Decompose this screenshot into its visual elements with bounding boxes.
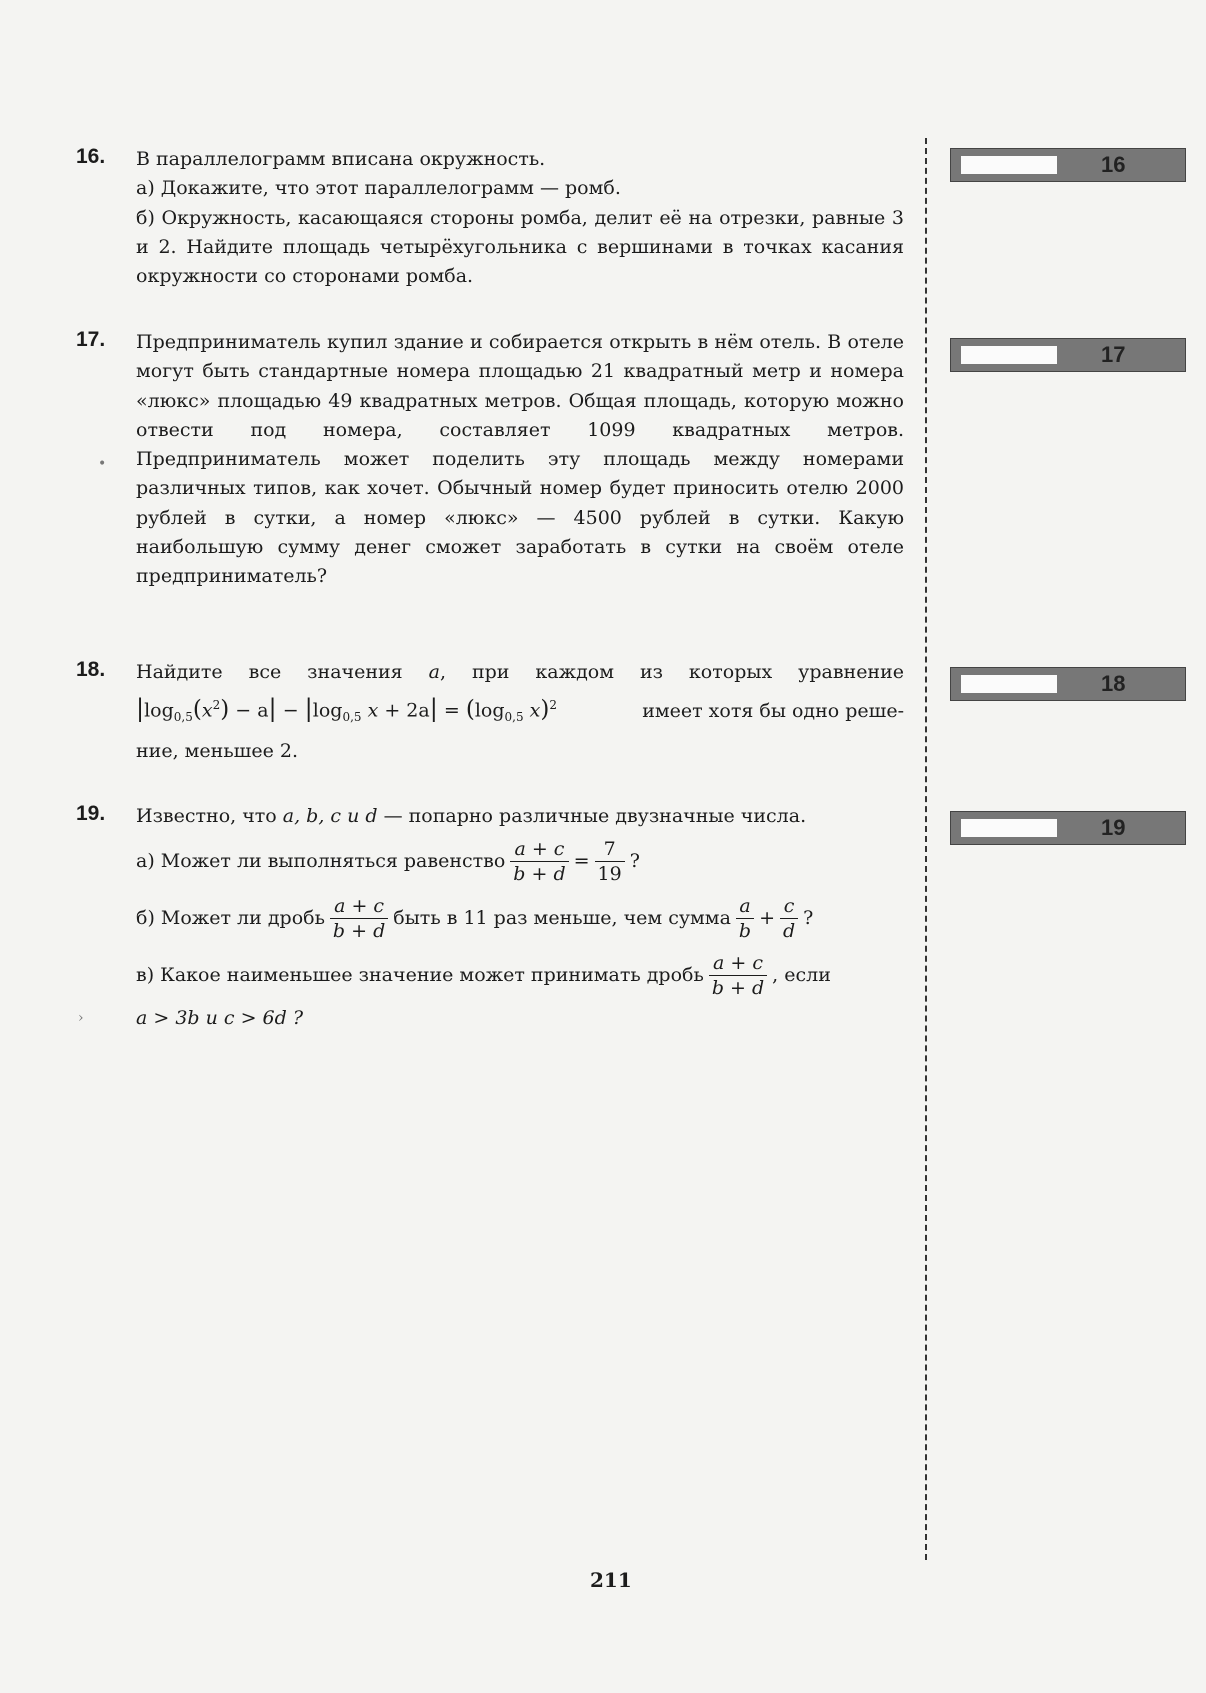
part-b: б) Может ли дробь $\frac{a + c}{b + d}$ быть в 11 раз меньше, чем сумма $\frac{a}{b}$ + $\frac{c}{d}$ ? bbox=[136, 895, 814, 943]
answer-box-label: 17 bbox=[1101, 342, 1126, 367]
problem-18 bbox=[76, 658, 906, 766]
fraction-c-d: $\frac{c}{d}$ bbox=[780, 894, 798, 943]
problem-statement: В параллелограмм вписана окружность. bbox=[136, 148, 546, 170]
answer-box-label: 16 bbox=[1101, 152, 1126, 177]
scan-speck: › bbox=[78, 1010, 84, 1026]
answer-box-16 bbox=[950, 148, 1186, 182]
problem-text bbox=[136, 802, 904, 1034]
problem-number: 16. bbox=[76, 145, 106, 168]
intro-text: Найдите все значения bbox=[136, 661, 403, 683]
part-c-condition: a > 3b и c > 6d ? bbox=[136, 1007, 304, 1030]
equation-tail: имеет хотя бы одно реше- bbox=[642, 700, 904, 723]
page-number: 211 bbox=[590, 1568, 632, 1592]
problem-text bbox=[136, 658, 904, 766]
part-c: в) Какое наименьшее значение может принимать дробь $\frac{a + c}{b + d}$ , если bbox=[136, 952, 831, 1000]
answer-box-label: 19 bbox=[1101, 815, 1126, 840]
fraction-ac-bd: $\frac{a + c}{b + d}$ bbox=[510, 837, 568, 886]
answer-field[interactable] bbox=[961, 346, 1057, 364]
fraction-7-19: $\frac{7}{19}$ bbox=[595, 837, 625, 886]
fraction-ac-bd: $\frac{a + c}{b + d}$ bbox=[709, 951, 767, 1000]
part-a: а) Докажите, что этот параллелограмм — ромб. bbox=[136, 177, 621, 200]
scan-speck: • bbox=[98, 456, 107, 472]
fraction-ac-bd: $\frac{a + c}{b + d}$ bbox=[330, 894, 388, 943]
part-a: а) Может ли выполняться равенство $\frac{a + c}{b + d}$ = $\frac{7}{19}$ ? bbox=[136, 838, 640, 886]
problem-text bbox=[136, 328, 904, 592]
problem-19 bbox=[76, 802, 906, 1034]
problem-intro bbox=[136, 658, 904, 687]
problem-text bbox=[136, 145, 904, 291]
equation-line bbox=[136, 691, 904, 732]
problem-number: 17. bbox=[76, 328, 106, 351]
problem-17 bbox=[76, 328, 906, 592]
equation: $|\log_{0,5}(x^2) - a| - |\log_{0,5}$ $x + 2a| = (\log_{0,5}$ x)$^2$ bbox=[136, 694, 557, 725]
problem-tail: ние, меньшее 2. bbox=[136, 739, 299, 762]
problem-number: 18. bbox=[76, 658, 106, 681]
variable-a: a bbox=[428, 661, 440, 683]
part-b: б) Окружность, касающаяся стороны ромба, делит её на отрезки, равные 3 и 2. Найдите площадь четырёхугольника с вершинами в точках касания окружности со сторонами ромба. bbox=[136, 206, 904, 288]
problem-16 bbox=[76, 145, 906, 291]
answer-box-17 bbox=[950, 338, 1186, 372]
intro-text-2: , при каждом из которых уравнение bbox=[439, 661, 905, 683]
dashed-cut-line bbox=[925, 138, 927, 1560]
answer-box-18 bbox=[950, 667, 1186, 701]
problem-number: 19. bbox=[76, 802, 106, 825]
problem-intro: Известно, что a, b, c и d — попарно различные двузначные числа. bbox=[136, 805, 807, 827]
answer-box-19 bbox=[950, 811, 1186, 845]
answer-field[interactable] bbox=[961, 156, 1057, 174]
fraction-a-b: $\frac{a}{b}$ bbox=[736, 894, 754, 943]
answer-field[interactable] bbox=[961, 819, 1057, 837]
answer-box-label: 18 bbox=[1101, 671, 1126, 696]
answer-field[interactable] bbox=[961, 675, 1057, 693]
problem-statement: Предприниматель купил здание и собирается открыть в нём отель. В отеле могут быть стандартные номера площадью 21 квадратный метр и номера «люкс» площадью 49 квадратных метров. Общая площадь, которую можно отвести под номера, составляет 1099 квадратных метров. Предприниматель может поделить эту площадь между номерами различных типов, как хочет. Обычный номер будет приносить отелю 2000 рублей в сутки, а номер «люкс» — 4500 рублей в сутки. Какую наибольшую сумму денег сможет заработать в сутки на своём отеле предприниматель? bbox=[136, 331, 904, 588]
